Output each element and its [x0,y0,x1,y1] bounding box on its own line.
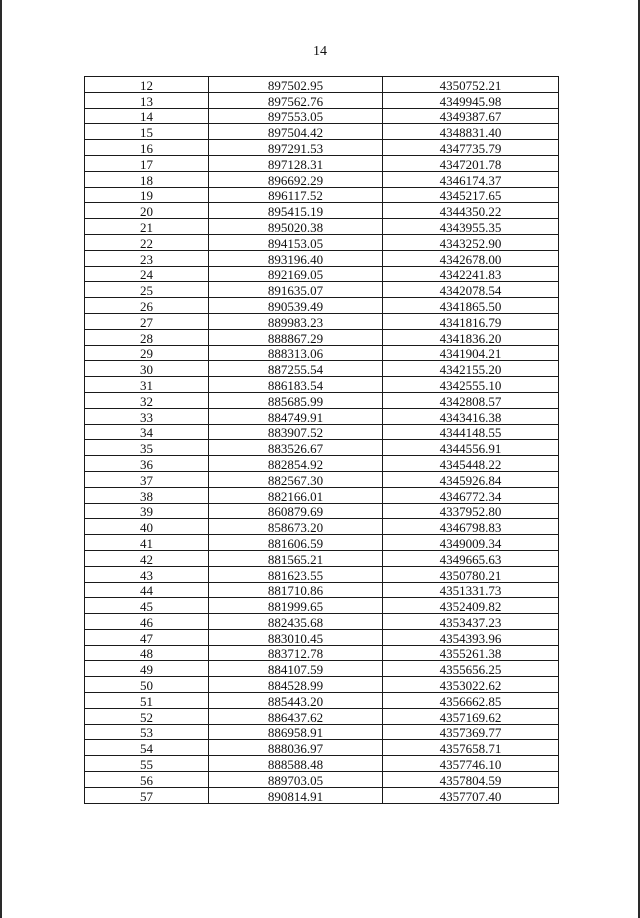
x-coordinate-cell: 884749.91 [209,408,383,424]
point-number-cell: 52 [85,708,209,724]
point-number-cell: 25 [85,282,209,298]
x-coordinate-cell: 882435.68 [209,614,383,630]
point-number-cell: 20 [85,203,209,219]
y-coordinate-cell: 4343416.38 [383,408,559,424]
point-number-cell: 26 [85,298,209,314]
point-number-cell: 53 [85,724,209,740]
y-coordinate-cell: 4344556.91 [383,440,559,456]
y-coordinate-cell: 4345926.84 [383,471,559,487]
table-row [85,361,559,377]
x-coordinate-cell: 887255.54 [209,361,383,377]
table-row [85,266,559,282]
x-coordinate-cell: 886958.91 [209,724,383,740]
y-coordinate-cell: 4346174.37 [383,171,559,187]
table-row [85,187,559,203]
point-number-cell: 28 [85,329,209,345]
table-row [85,219,559,235]
y-coordinate-cell: 4351331.73 [383,582,559,598]
y-coordinate-cell: 4348831.40 [383,124,559,140]
y-coordinate-cell: 4342078.54 [383,282,559,298]
x-coordinate-cell: 888036.97 [209,740,383,756]
x-coordinate-cell: 881565.21 [209,550,383,566]
table-row [85,92,559,108]
table-row [85,693,559,709]
y-coordinate-cell: 4353437.23 [383,614,559,630]
table-row [85,203,559,219]
point-number-cell: 15 [85,124,209,140]
y-coordinate-cell: 4350780.21 [383,566,559,582]
x-coordinate-cell: 883526.67 [209,440,383,456]
x-coordinate-cell: 886437.62 [209,708,383,724]
point-number-cell: 36 [85,456,209,472]
page-number: 14 [313,44,327,59]
y-coordinate-cell: 4349387.67 [383,108,559,124]
y-coordinate-cell: 4341816.79 [383,313,559,329]
x-coordinate-cell: 889703.05 [209,772,383,788]
y-coordinate-cell: 4342808.57 [383,392,559,408]
x-coordinate-cell: 896692.29 [209,171,383,187]
point-number-cell: 32 [85,392,209,408]
x-coordinate-cell: 884107.59 [209,661,383,677]
x-coordinate-cell: 890539.49 [209,298,383,314]
y-coordinate-cell: 4356662.85 [383,693,559,709]
x-coordinate-cell: 892169.05 [209,266,383,282]
point-number-cell: 23 [85,250,209,266]
table-row [85,677,559,693]
point-number-cell: 29 [85,345,209,361]
point-number-cell: 24 [85,266,209,282]
point-number-cell: 45 [85,598,209,614]
y-coordinate-cell: 4345448.22 [383,456,559,472]
x-coordinate-cell: 884528.99 [209,677,383,693]
y-coordinate-cell: 4357804.59 [383,772,559,788]
table-row [85,250,559,266]
table-row [85,787,559,803]
y-coordinate-cell: 4342678.00 [383,250,559,266]
table-row [85,329,559,345]
y-coordinate-cell: 4349945.98 [383,92,559,108]
y-coordinate-cell: 4341865.50 [383,298,559,314]
y-coordinate-cell: 4341836.20 [383,329,559,345]
point-number-cell: 48 [85,645,209,661]
table-row [85,582,559,598]
x-coordinate-cell: 891635.07 [209,282,383,298]
y-coordinate-cell: 4346772.34 [383,487,559,503]
table-row [85,772,559,788]
table-row [85,503,559,519]
table-row [85,171,559,187]
x-coordinate-cell: 883907.52 [209,424,383,440]
point-number-cell: 37 [85,471,209,487]
table-row [85,377,559,393]
y-coordinate-cell: 4357169.62 [383,708,559,724]
point-number-cell: 54 [85,740,209,756]
x-coordinate-cell: 897128.31 [209,155,383,171]
x-coordinate-cell: 897562.76 [209,92,383,108]
point-number-cell: 49 [85,661,209,677]
point-number-cell: 19 [85,187,209,203]
y-coordinate-cell: 4343955.35 [383,219,559,235]
table-row [85,550,559,566]
table-row [85,392,559,408]
table-row [85,724,559,740]
y-coordinate-cell: 4357707.40 [383,787,559,803]
y-coordinate-cell: 4341904.21 [383,345,559,361]
table-row [85,408,559,424]
x-coordinate-cell: 889983.23 [209,313,383,329]
table-row [85,155,559,171]
y-coordinate-cell: 4357658.71 [383,740,559,756]
point-number-cell: 55 [85,756,209,772]
x-coordinate-cell: 890814.91 [209,787,383,803]
x-coordinate-cell: 882166.01 [209,487,383,503]
x-coordinate-cell: 885443.20 [209,693,383,709]
point-number-cell: 21 [85,219,209,235]
point-number-cell: 14 [85,108,209,124]
y-coordinate-cell: 4355656.25 [383,661,559,677]
point-number-cell: 41 [85,535,209,551]
point-number-cell: 33 [85,408,209,424]
y-coordinate-cell: 4342155.20 [383,361,559,377]
table-row [85,108,559,124]
y-coordinate-cell: 4349665.63 [383,550,559,566]
x-coordinate-cell: 894153.05 [209,234,383,250]
point-number-cell: 40 [85,519,209,535]
point-number-cell: 27 [85,313,209,329]
table-row [85,519,559,535]
table-row [85,471,559,487]
table-row [85,614,559,630]
x-coordinate-cell: 881606.59 [209,535,383,551]
table-row [85,234,559,250]
point-number-cell: 51 [85,693,209,709]
point-number-cell: 47 [85,629,209,645]
y-coordinate-cell: 4344350.22 [383,203,559,219]
y-coordinate-cell: 4337952.80 [383,503,559,519]
y-coordinate-cell: 4342241.83 [383,266,559,282]
point-number-cell: 57 [85,787,209,803]
table-row [85,313,559,329]
table-row [85,345,559,361]
x-coordinate-cell: 882567.30 [209,471,383,487]
x-coordinate-cell: 888867.29 [209,329,383,345]
x-coordinate-cell: 883712.78 [209,645,383,661]
table-row [85,756,559,772]
x-coordinate-cell: 895415.19 [209,203,383,219]
y-coordinate-cell: 4347735.79 [383,140,559,156]
table-row [85,661,559,677]
table-row [85,708,559,724]
y-coordinate-cell: 4350752.21 [383,77,559,93]
x-coordinate-cell: 896117.52 [209,187,383,203]
x-coordinate-cell: 897502.95 [209,77,383,93]
y-coordinate-cell: 4352409.82 [383,598,559,614]
table-row [85,140,559,156]
y-coordinate-cell: 4357746.10 [383,756,559,772]
y-coordinate-cell: 4347201.78 [383,155,559,171]
table-row [85,740,559,756]
point-number-cell: 34 [85,424,209,440]
x-coordinate-cell: 897291.53 [209,140,383,156]
x-coordinate-cell: 888313.06 [209,345,383,361]
point-number-cell: 13 [85,92,209,108]
point-number-cell: 38 [85,487,209,503]
x-coordinate-cell: 883010.45 [209,629,383,645]
table-row [85,598,559,614]
y-coordinate-cell: 4343252.90 [383,234,559,250]
x-coordinate-cell: 897504.42 [209,124,383,140]
x-coordinate-cell: 882854.92 [209,456,383,472]
y-coordinate-cell: 4355261.38 [383,645,559,661]
point-number-cell: 39 [85,503,209,519]
y-coordinate-cell: 4354393.96 [383,629,559,645]
y-coordinate-cell: 4349009.34 [383,535,559,551]
point-number-cell: 31 [85,377,209,393]
point-number-cell: 35 [85,440,209,456]
point-number-cell: 44 [85,582,209,598]
x-coordinate-cell: 858673.20 [209,519,383,535]
coordinates-table-body [85,77,559,804]
point-number-cell: 18 [85,171,209,187]
x-coordinate-cell: 860879.69 [209,503,383,519]
x-coordinate-cell: 895020.38 [209,219,383,235]
table-row [85,487,559,503]
point-number-cell: 22 [85,234,209,250]
table-row [85,298,559,314]
y-coordinate-cell: 4353022.62 [383,677,559,693]
x-coordinate-cell: 885685.99 [209,392,383,408]
x-coordinate-cell: 897553.05 [209,108,383,124]
coordinates-table [84,76,559,804]
y-coordinate-cell: 4346798.83 [383,519,559,535]
y-coordinate-cell: 4342555.10 [383,377,559,393]
x-coordinate-cell: 888588.48 [209,756,383,772]
point-number-cell: 17 [85,155,209,171]
table-row [85,566,559,582]
x-coordinate-cell: 893196.40 [209,250,383,266]
y-coordinate-cell: 4345217.65 [383,187,559,203]
x-coordinate-cell: 881623.55 [209,566,383,582]
y-coordinate-cell: 4357369.77 [383,724,559,740]
x-coordinate-cell: 881999.65 [209,598,383,614]
scan-edge-left [0,0,2,918]
table-row [85,645,559,661]
point-number-cell: 16 [85,140,209,156]
point-number-cell: 56 [85,772,209,788]
y-coordinate-cell: 4344148.55 [383,424,559,440]
x-coordinate-cell: 881710.86 [209,582,383,598]
point-number-cell: 42 [85,550,209,566]
table-row [85,535,559,551]
table-row [85,77,559,93]
x-coordinate-cell: 886183.54 [209,377,383,393]
table-row [85,282,559,298]
table-row [85,424,559,440]
table-row [85,456,559,472]
point-number-cell: 50 [85,677,209,693]
point-number-cell: 46 [85,614,209,630]
table-row [85,629,559,645]
point-number-cell: 30 [85,361,209,377]
table-row [85,124,559,140]
point-number-cell: 12 [85,77,209,93]
point-number-cell: 43 [85,566,209,582]
table-row [85,440,559,456]
